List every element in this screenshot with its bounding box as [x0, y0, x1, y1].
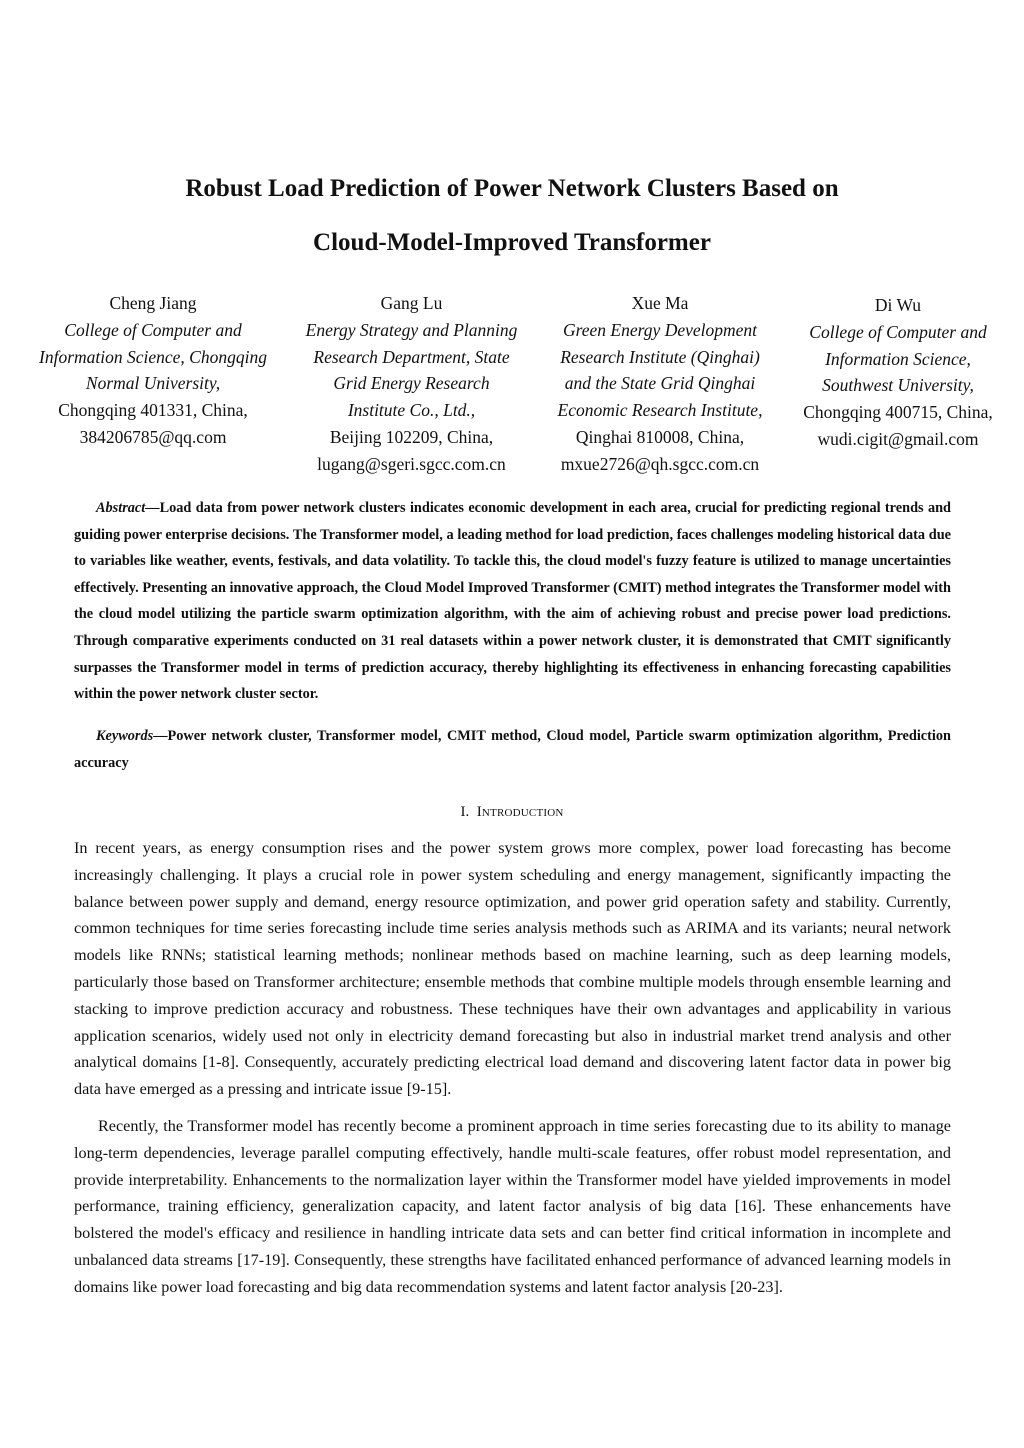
author-affiliation-line: and the State Grid Qinghai [564, 373, 756, 394]
author-affiliation-line: Southwest University, [822, 375, 974, 396]
author-location: Beijing 102209, China, [329, 426, 494, 447]
author-name: Di Wu [874, 295, 922, 315]
body-paragraph-2: Recently, the Transformer model has recently become a prominent approach in time series forecasting due to its ability to manage long-term dependencies, leverage parallel computing effectively, handle multi-scale features, offer robust model representation, and provide interpretability. Enhancements to the normalization layer within the Transformer model have yielded improvements in model performance, training efficiency, generalization capacity, and latent factor analysis of big data [16]. These enhancements have bolstered the model's efficacy and resilience in handling intricate data sets and can better find critical information in incomplete and unbalanced data streams [17-19]. Consequently, these strengths have facilitated enhanced performance of advanced learning models in domains like power load forecasting and big data recommendation systems and latent factor analysis [20-23]. [74, 1117, 951, 1296]
author-name: Gang Lu [380, 293, 443, 313]
abstract-text: —Load data from power network clusters indicates economic development in each area, crucial for predicting regional trends and guiding power enterprise decisions. The Transformer model, a leading method for load prediction, faces challenges modeling historical data due to variables like weather, events, festivals, and data volatility. To tackle this, the cloud model's fuzzy feature is utilized to manage uncertainties effectively. Presenting an innovative approach, the Cloud Model Improved Transformer (CMIT) method integrates the Transformer model with the cloud model utilizing the particle swarm optimization algorithm, with the aim of achieving robust and precise power load predictions. Through comparative experiments conducted on 31 real datasets within a power network cluster, it is demonstrated that CMIT significantly surpasses the Transformer model in terms of prediction accuracy, thereby highlighting its effectiveness in enhancing forecasting capabilities within the power network cluster sector. [74, 500, 951, 703]
author-affiliation-line: Normal University, [85, 373, 221, 394]
author-email: wudi.cigit@gmail.com [817, 428, 979, 449]
title-line-1: Robust Load Prediction of Power Network Clusters Based on [185, 175, 839, 202]
keywords-label: Keywords [96, 728, 154, 744]
author-block [24, 290, 1014, 480]
author-2 [294, 290, 529, 478]
abstract-label: Abstract [96, 500, 146, 516]
author-affiliation-line: Information Science, Chongqing [39, 346, 267, 367]
keywords-text: —Power network cluster, Transformer model, CMIT method, Cloud model, Particle swarm optimization algorithm, Prediction accuracy [74, 728, 951, 771]
title-line-2: Cloud-Model-Improved Transformer [313, 229, 711, 256]
author-affiliation-line: Economic Research Institute, [557, 400, 763, 421]
author-email: 384206785@qq.com [79, 426, 227, 447]
author-affiliation-line: Research Department, State [313, 346, 510, 367]
author-location: Qinghai 810008, China, [575, 426, 745, 447]
section-title: Introduction [476, 804, 564, 820]
author-name: Cheng Jiang [109, 293, 197, 313]
author-email: mxue2726@qh.sgcc.com.cn [560, 453, 760, 474]
section-heading [0, 799, 1024, 825]
keywords [74, 723, 951, 776]
author-name: Xue Ma [631, 293, 689, 313]
author-3 [544, 290, 776, 478]
author-1 [24, 290, 282, 451]
author-affiliation-line: Grid Energy Research [333, 373, 490, 394]
author-affiliation-line: Institute Co., Ltd., [347, 400, 476, 421]
author-affiliation-line: Information Science, [825, 348, 971, 369]
paper-title [80, 162, 944, 270]
author-affiliation-line: College of Computer and [809, 321, 987, 342]
author-affiliation-line: College of Computer and [64, 319, 242, 340]
author-location: Chongqing 401331, China, [58, 400, 248, 421]
author-location: Chongqing 400715, China, [803, 402, 993, 423]
author-4 [782, 292, 1014, 453]
section-number: I. [460, 804, 470, 820]
abstract [74, 495, 951, 708]
author-affiliation-line: Green Energy Development [562, 319, 758, 340]
author-affiliation-line: Research Institute (Qinghai) [560, 346, 760, 367]
body-paragraph-1: In recent years, as energy consumption rises and the power system grows more complex, power load forecasting has become increasingly challenging. It plays a crucial role in power system scheduling and energy management, significantly impacting the balance between power supply and demand, energy resource optimization, and power grid operation safety and stability. Currently, common techniques for time series forecasting include time series analysis methods such as ARIMA and its variants; neural network models like RNNs; statistical learning methods; nonlinear methods based on machine learning, such as deep learning models, particularly those based on Transformer architecture; ensemble methods that combine multiple models through ensemble learning and stacking to improve prediction accuracy and robustness. These techniques have their own advantages and applicability in various application scenarios, widely used not only in electricity demand forecasting but also in industrial market trend analysis and other analytical domains [1-8]. Consequently, accurately predicting electrical load demand and discovering latent factor data in power big data have emerged as a pressing and intricate issue [9-15]. [74, 839, 951, 1099]
author-affiliation-line: Energy Strategy and Planning [305, 319, 518, 340]
author-email: lugang@sgeri.sgcc.com.cn [317, 453, 506, 474]
